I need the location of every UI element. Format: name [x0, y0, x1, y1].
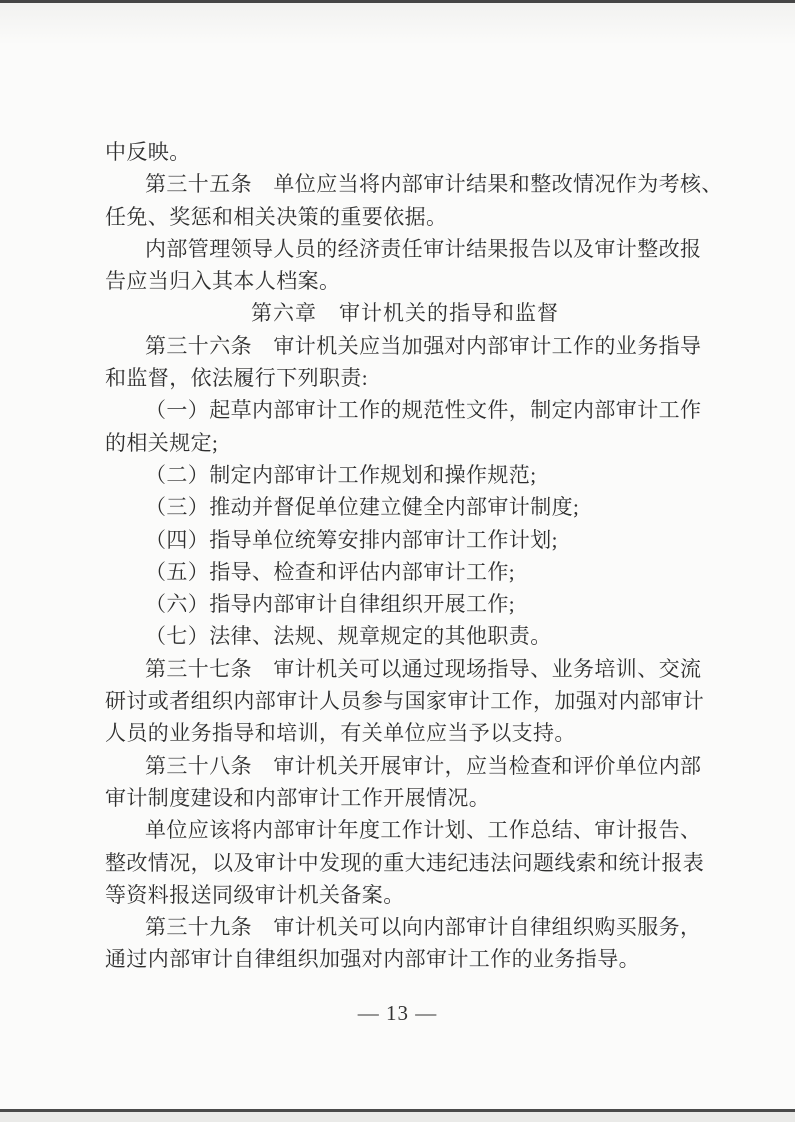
text-line: 整改情况，以及审计中发现的重大违纪违法问题线索和统计报表: [105, 850, 705, 875]
scan-top-edge: [0, 0, 795, 3]
text-line: 和监督，依法履行下列职责:: [105, 366, 369, 391]
text-line: 研讨或者组织内部审计人员参与国家审计工作，加强对内部审计: [105, 689, 705, 714]
chapter-heading: 第六章 审计机关的指导和监督: [251, 301, 559, 326]
text-line: 第三十五条 单位应当将内部审计结果和整改情况作为考核、: [145, 172, 723, 197]
text-line: 中反映。: [105, 140, 191, 164]
text-line: 内部管理领导人员的经济责任审计结果报告以及审计整改报: [145, 236, 702, 261]
document-body: [105, 136, 723, 976]
text-line: 第三十九条 审计机关可以向内部审计自律组织购买服务，: [145, 915, 702, 940]
text-line: 审计制度建设和内部审计工作开展情况。: [105, 785, 491, 810]
text-line: 第三十八条 审计机关开展审计，应当检查和评价单位内部: [145, 753, 702, 778]
text-line: 告应当归入其本人档案。: [105, 269, 341, 294]
text-line: 第三十七条 审计机关可以通过现场指导、业务培训、交流: [145, 656, 702, 681]
text-line: 单位应该将内部审计年度工作计划、工作总结、审计报告、: [145, 818, 702, 843]
text-line: 的相关规定;: [105, 430, 219, 455]
text-line: （七）法律、法规、规章规定的其他职责。: [145, 624, 552, 649]
page-number: — 13 —: [357, 1001, 438, 1025]
text-line: （二）制定内部审计工作规划和操作规范;: [145, 462, 537, 487]
text-line: 通过内部审计自律组织加强对内部审计工作的业务指导。: [105, 947, 640, 972]
text-line: （五）指导、检查和评估内部审计工作;: [145, 559, 516, 584]
text-line: 任免、奖惩和相关决策的重要依据。: [105, 204, 448, 229]
text-line: （四）指导单位统筹安排内部审计工作计划;: [145, 527, 558, 552]
text-line: （三）推动并督促单位建立健全内部审计制度;: [145, 495, 580, 520]
text-line: 等资料报送同级审计机关备案。: [105, 882, 405, 907]
text-line: 第三十六条 审计机关应当加强对内部审计工作的业务指导: [145, 333, 702, 358]
text-line: 人员的业务指导和培训，有关单位应当予以支持。: [105, 721, 576, 746]
text-line: （六）指导内部审计自律组织开展工作;: [145, 592, 516, 617]
text-line: （一）起草内部审计工作的规范性文件，制定内部审计工作: [145, 398, 702, 423]
scan-bottom-margin: [0, 1112, 795, 1122]
